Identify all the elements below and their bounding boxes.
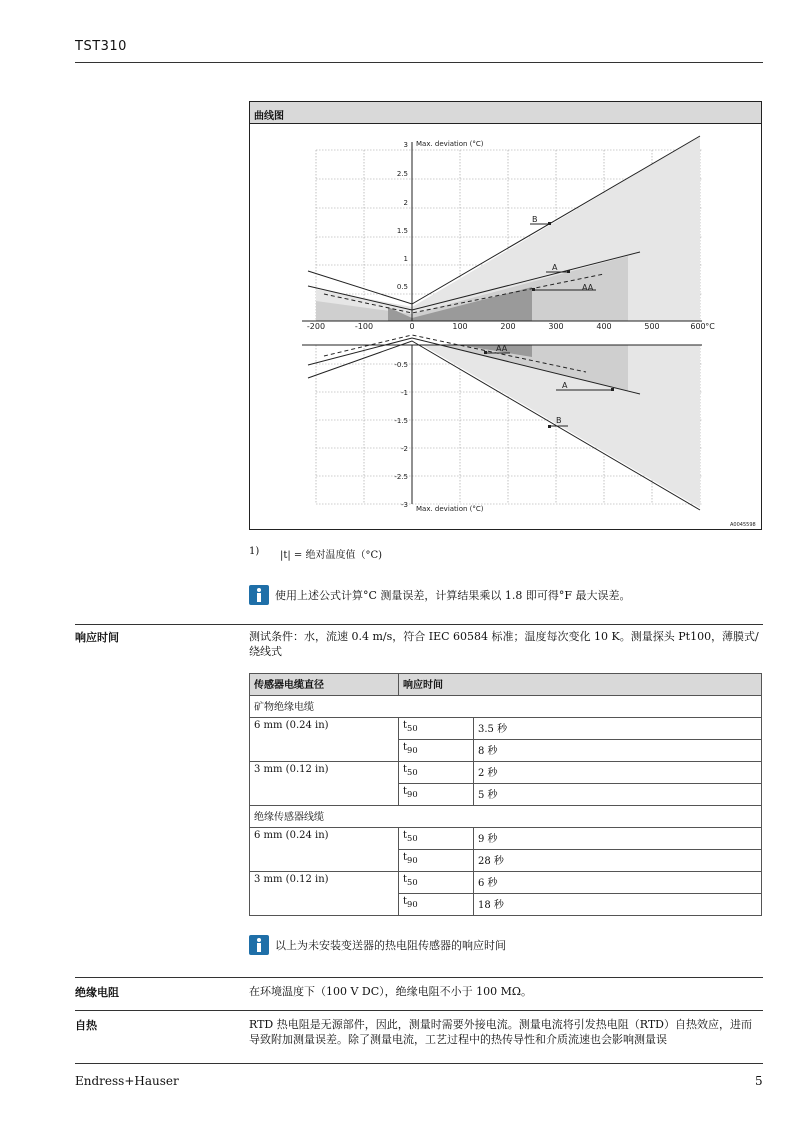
page-number: 5 — [755, 1074, 763, 1088]
footnote-number: 1) — [249, 546, 260, 557]
table-row — [250, 762, 762, 784]
cable-diameter: 3 mm (0.12 in) — [250, 762, 399, 806]
table-row — [250, 872, 762, 894]
col-header-response: 响应时间 — [399, 674, 762, 696]
y-tick-label: -2 — [401, 445, 408, 453]
figure-title: 曲线图 — [250, 102, 761, 124]
cable-diameter: 6 mm (0.24 in) — [250, 718, 399, 762]
cable-diameter: 6 mm (0.24 in) — [250, 828, 399, 872]
x-tick-label: 500 — [644, 322, 660, 331]
t90-label: $t_{90}$ — [399, 850, 474, 872]
info-note-text: 使用上述公式计算°C 测量误差，计算结果乘以 1.8 即可得°F 最大误差。 — [275, 589, 631, 602]
figure-code: A0045598 — [730, 522, 756, 528]
series-label-aa: AA — [582, 283, 594, 292]
t50-label: $t_{50}$ — [399, 828, 474, 850]
t90-label: $t_{90}$ — [399, 740, 474, 762]
response-time-description: 测试条件：水，流速 0.4 m/s，符合 IEC 60584 标准；温度每次变化 10 K。测量探头 Pt100，薄膜式/绕线式 — [249, 630, 759, 658]
x-axis-unit: °C — [705, 322, 715, 331]
series-label-aa-lower: AA — [496, 344, 508, 353]
y-axis-title-lower: Max. deviation (°C) — [416, 505, 484, 513]
x-tick-label: 600 — [690, 322, 706, 331]
cable-diameter: 3 mm (0.12 in) — [250, 872, 399, 916]
y-tick-label: -3 — [401, 501, 408, 509]
x-tick-label: 400 — [596, 322, 612, 331]
x-tick-label: -200 — [306, 322, 326, 331]
x-tick-label: 200 — [500, 322, 516, 331]
footnote-text: |t| = 绝对温度值（°C) — [280, 550, 383, 561]
header-rule — [75, 62, 763, 63]
info-icon — [249, 585, 269, 605]
y-tick-label: 0.5 — [396, 283, 408, 291]
t50-value: 2 秒 — [474, 762, 762, 784]
y-tick-label: -1 — [401, 389, 408, 397]
y-axis-title: Max. deviation (°C) — [416, 140, 484, 148]
t90-value: 18 秒 — [474, 894, 762, 916]
footer-rule — [75, 1063, 763, 1064]
info-note-2 — [249, 935, 506, 955]
col-header-diameter: 传感器电缆直径 — [250, 674, 399, 696]
document-header-title: TST310 — [75, 39, 127, 54]
x-tick-label: 300 — [548, 322, 564, 331]
t90-value: 5 秒 — [474, 784, 762, 806]
series-label-b-lower: B — [556, 416, 562, 425]
t50-label: $t_{50}$ — [399, 718, 474, 740]
x-tick-label: 0 — [409, 322, 415, 331]
t50-value: 9 秒 — [474, 828, 762, 850]
deviation-chart — [250, 124, 761, 529]
series-label-b: B — [532, 215, 538, 224]
y-tick-label: 2.5 — [396, 170, 408, 178]
info-icon — [249, 935, 269, 955]
section-rule — [75, 977, 763, 978]
info-note-1 — [249, 585, 631, 605]
t90-value: 8 秒 — [474, 740, 762, 762]
insulation-label: 绝缘电阻 — [75, 986, 119, 999]
self-heating-label: 自热 — [75, 1019, 97, 1032]
footer-brand: Endress+Hauser — [75, 1074, 179, 1088]
x-tick-label: -100 — [354, 322, 374, 331]
t90-label: $t_{90}$ — [399, 784, 474, 806]
t90-label: $t_{90}$ — [399, 894, 474, 916]
y-tick-label: 1.5 — [396, 227, 408, 235]
section-rule — [75, 1010, 763, 1011]
response-time-label: 响应时间 — [75, 631, 119, 644]
response-time-table — [249, 673, 762, 916]
y-tick-label: -2.5 — [394, 473, 408, 481]
series-label-a: A — [552, 263, 558, 272]
t50-value: 3.5 秒 — [474, 718, 762, 740]
self-heating-text: RTD 热电阻是无源部件，因此，测量时需要外接电流。测量电流将引发热电阻（RTD）自热效应，进而导致附加测量误差。除了测量电流，工艺过程中的热传导性和介质流速也会影响测量误 — [249, 1018, 752, 1046]
t50-value: 6 秒 — [474, 872, 762, 894]
y-tick-label: -0.5 — [394, 361, 408, 369]
series-label-a-lower: A — [562, 381, 568, 390]
info-note-text: 以上为未安装变送器的热电阻传感器的响应时间 — [275, 939, 506, 952]
y-tick-label: 3 — [403, 141, 408, 149]
group-label: 矿物绝缘电缆 — [250, 696, 762, 718]
table-row — [250, 828, 762, 850]
y-tick-label: 2 — [403, 199, 408, 207]
insulation-text: 在环境温度下（100 V DC），绝缘电阻不小于 100 MΩ。 — [249, 985, 533, 998]
t50-label: $t_{50}$ — [399, 762, 474, 784]
group-label: 绝缘传感器线缆 — [250, 806, 762, 828]
deviation-chart-figure — [249, 101, 762, 530]
y-tick-label: -1.5 — [394, 417, 408, 425]
t90-value: 28 秒 — [474, 850, 762, 872]
table-group-row — [250, 696, 762, 718]
section-rule — [75, 624, 763, 625]
x-tick-label: 100 — [452, 322, 468, 331]
t50-label: $t_{50}$ — [399, 872, 474, 894]
table-group-row — [250, 806, 762, 828]
y-tick-label: 1 — [403, 255, 408, 263]
table-header-row — [250, 674, 762, 696]
table-row — [250, 718, 762, 740]
